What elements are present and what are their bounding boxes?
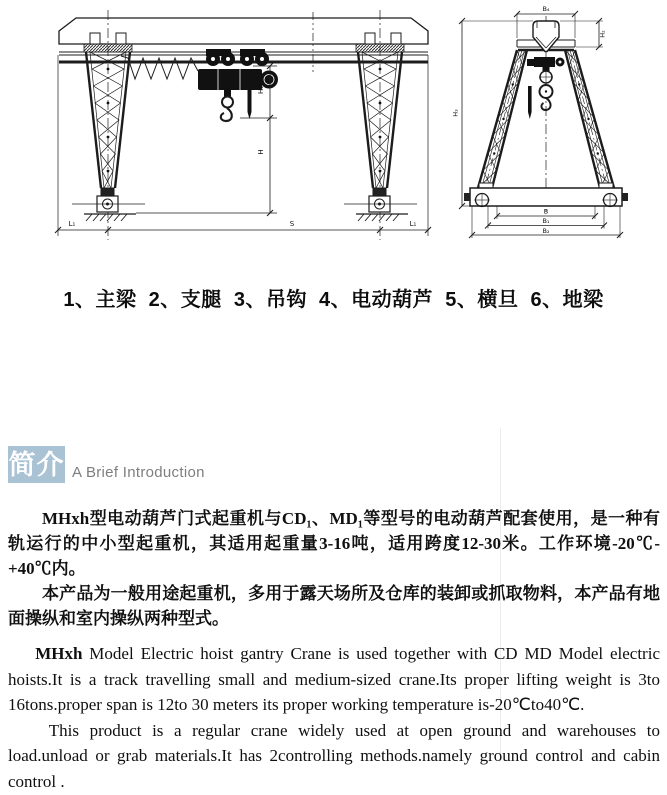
dim-label-l1-left: L₁: [68, 220, 76, 228]
dim-label-b4: B₄: [542, 5, 550, 13]
section-badge-jianjie: 简介: [8, 446, 65, 483]
hoist-and-hook-side: [527, 57, 565, 119]
festoon-cable: [121, 56, 198, 79]
english-paragraph-1: [8, 641, 660, 718]
dim-label-h3: H₃: [451, 109, 460, 117]
gantry-crane-side-view: [452, 5, 629, 238]
english-description: [8, 641, 660, 795]
dim-label-l1-right: L₁: [409, 220, 417, 228]
front-right-leg: [344, 52, 417, 221]
dim-label-h1: H₁: [257, 85, 265, 95]
chinese-paragraph-2: 本产品为一般用途起重机，多用于露天场所及仓库的装卸或抓取物料，本产品有地面操纵和室内操纵两种型式。: [8, 584, 660, 628]
english-paragraph-1-text: Model Electric hoist gantry Crane is used together with CD MD Model electric hoists.It is a track travelling small and medium-sized crane.Its proper lifting weight is 3to 16tons.proper span is 12to 30 meters its proper working temperature is-20℃to40℃.: [8, 644, 660, 715]
crane-drawing-svg: [0, 0, 667, 262]
crane-technical-drawings: [0, 0, 667, 262]
chinese-paragraph-1: MHxh型电动葫芦门式起重机与CD₁、MD₁等型号的电动葫芦配套使用，是一种有轨运行的中小型起重机，其适用起重量3-16吨，适用跨度12-30米。工作环境-20℃-+40℃内。: [8, 509, 660, 578]
side-right-leg: [565, 50, 614, 188]
section-header: [8, 446, 205, 483]
electric-hoist-trolley: [198, 49, 278, 121]
dim-label-b: B: [543, 207, 549, 216]
english-paragraph-2: This product is a regular crane widely used at open ground and warehouses to load.unload or grab materials.It has 2controlling methods.namely ground control and cabin control .: [8, 720, 660, 791]
side-left-leg: [478, 50, 527, 188]
dim-label-h: H: [257, 149, 265, 155]
dim-label-b1: B₁: [542, 217, 550, 225]
section-heading-english: A Brief Introduction: [72, 464, 205, 481]
dim-label-h2: H₂: [598, 30, 607, 38]
chinese-description: [8, 506, 660, 631]
gantry-crane-front-view: [55, 10, 431, 240]
model-code-lead: MHxh: [35, 644, 83, 663]
dim-label-s: S: [289, 220, 295, 228]
dim-label-b2: B₂: [542, 226, 550, 235]
parts-list-caption: 1、主梁 2、支腿 3、吊钩 4、电动葫芦 5、横旦 6、地梁: [63, 289, 604, 311]
